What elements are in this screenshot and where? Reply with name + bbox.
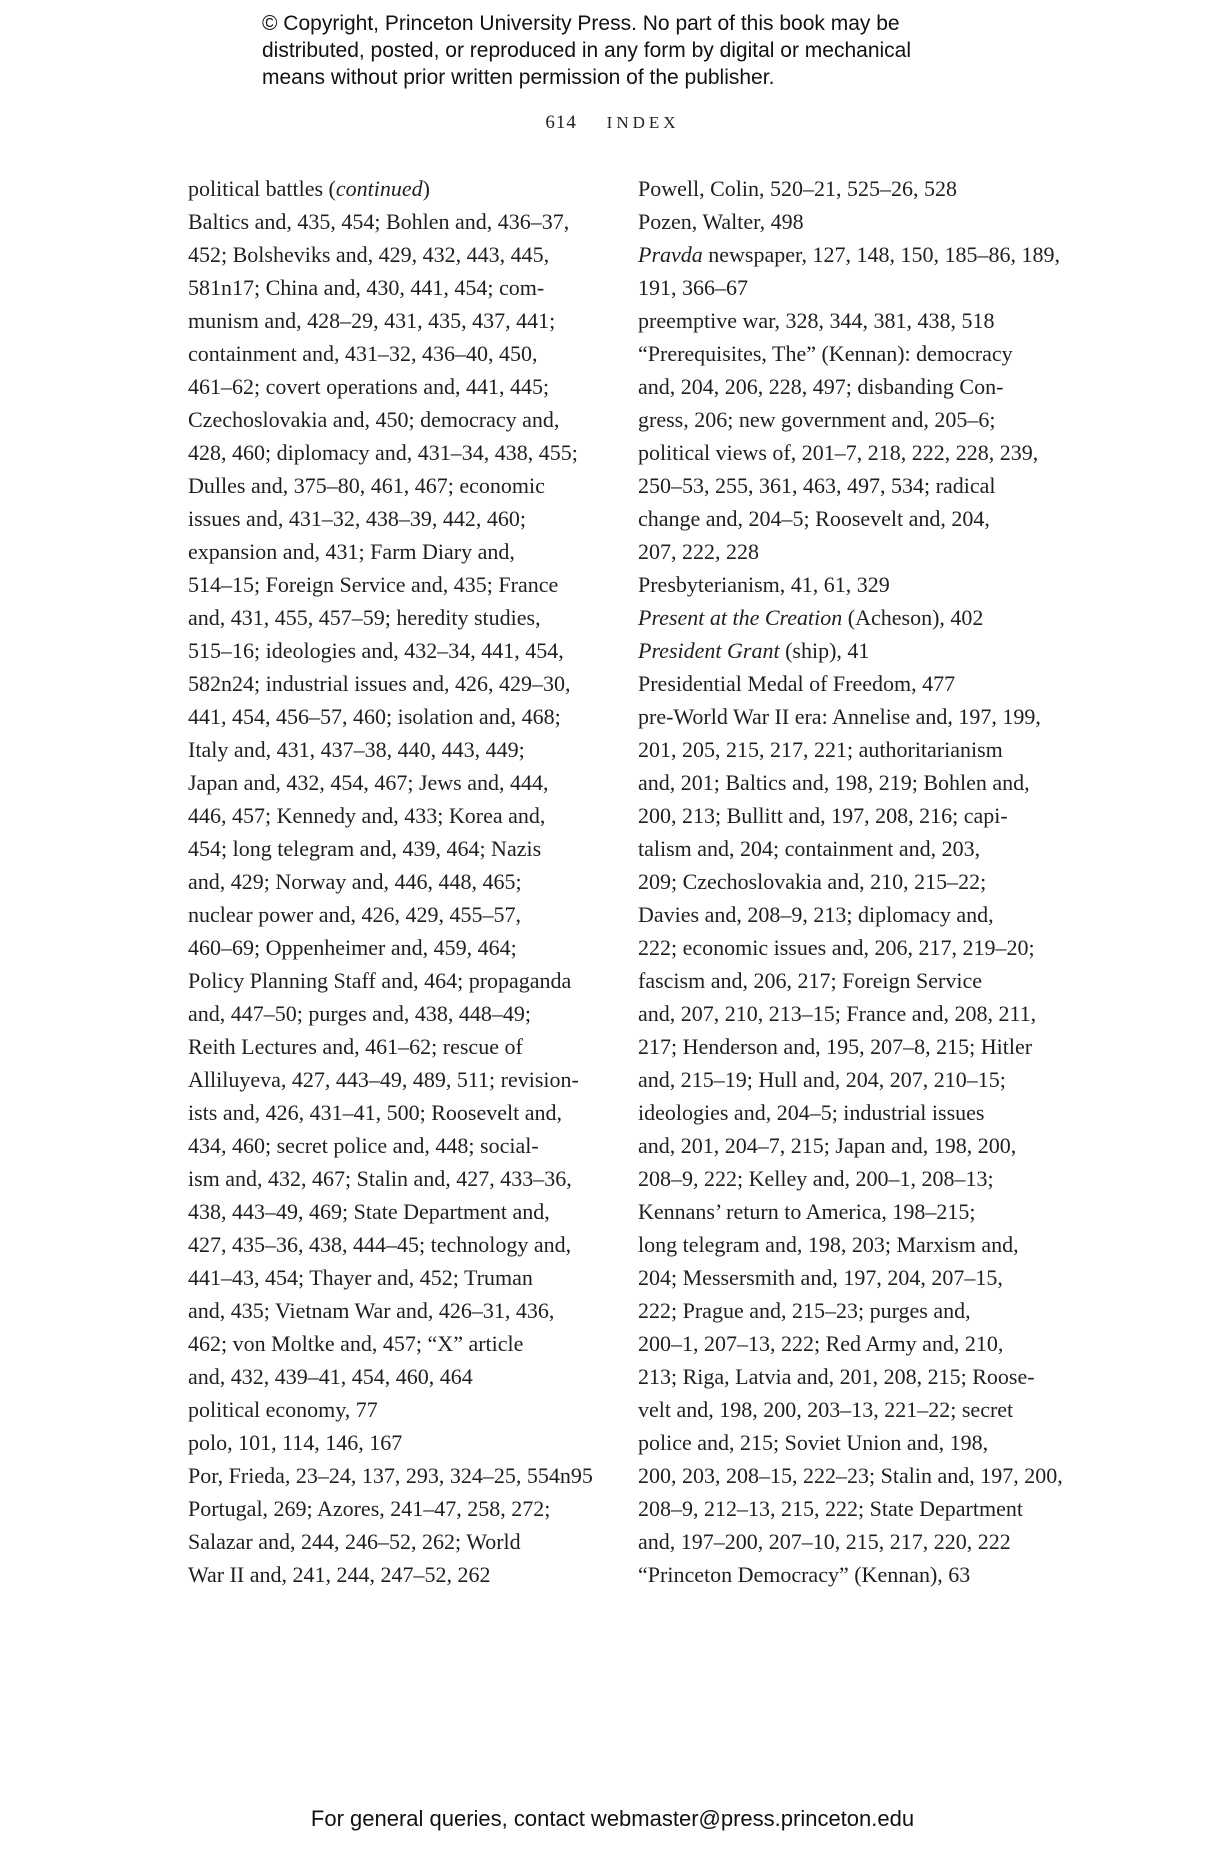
index-entry [638,337,1078,568]
index-entry-heading: Portugal, 269; Azores, 241–47, 258, 272; [188,1496,551,1521]
index-column-left [188,172,628,1591]
index-entry-subline: 427, 435–36, 438, 444–45; technology and, [188,1232,572,1257]
index-entry-subline: 250–53, 255, 361, 463, 497, 534; radical [638,473,996,498]
index-entry-subline: 209; Czechoslovakia and, 210, 215–22; [638,869,987,894]
copyright-line: distributed, posted, or reproduced in any form by digital or mechanical [262,39,912,62]
index-entry-subline: 515–16; ideologies and, 432–34, 441, 454, [188,638,564,663]
index-entry-subline: Kennans’ return to America, 198–215; [638,1199,976,1224]
index-entry-heading: Pozen, Walter, 498 [638,209,804,234]
index-entry-subline: 222; Prague and, 215–23; purges and, [638,1298,971,1323]
index-column-right [638,172,1078,1591]
copyright-notice [262,10,1022,91]
index-entry-subline: Reith Lectures and, 461–62; rescue of [188,1034,523,1059]
page-number: 614 [545,112,577,133]
index-entry [638,634,1078,667]
index-entry [638,238,1078,304]
index-entry-subline: velt and, 198, 200, 203–13, 221–22; secret [638,1397,1014,1422]
index-entry-subline: munism and, 428–29, 431, 435, 437, 441; [188,308,556,333]
index-entry [188,1426,628,1459]
index-entry-heading: political economy, 77 [188,1397,378,1422]
index-entry-subline: 438, 443–49, 469; State Department and, [188,1199,550,1224]
index-entry-subline: 200, 203, 208–15, 222–23; Stalin and, 197, 200, [638,1463,1063,1488]
index-entry-subline: ideologies and, 204–5; industrial issues [638,1100,985,1125]
index-entry-heading: Powell, Colin, 520–21, 525–26, 528 [638,176,958,201]
index-entry-subline: 434, 460; secret police and, 448; social- [188,1133,539,1158]
index-entry-subline: and, 201, 204–7, 215; Japan and, 198, 200, [638,1133,1017,1158]
index-entry-heading: preemptive war, 328, 344, 381, 438, 518 [638,308,995,333]
index-entry-subline: police and, 215; Soviet Union and, 198, [638,1430,989,1455]
index-entry-subline: talism and, 204; containment and, 203, [638,836,981,861]
index-entry-subline: expansion and, 431; Farm Diary and, [188,539,515,564]
index-entry-subline: 461–62; covert operations and, 441, 445; [188,374,550,399]
index-entry-subline: and, 432, 439–41, 454, 460, 464 [188,1364,473,1389]
index-entry-heading: Por, Frieda, 23–24, 137, 293, 324–25, 554n95 [188,1463,593,1488]
index-entry-subline: and, 207, 210, 213–15; France and, 208, 211, [638,1001,1037,1026]
index-entry-subline: ism and, 432, 467; Stalin and, 427, 433–36, [188,1166,572,1191]
index-entry-subline: 514–15; Foreign Service and, 435; France [188,572,559,597]
page-title: INDEX [606,113,680,132]
index-entry-subline: Japan and, 432, 454, 467; Jews and, 444, [188,770,549,795]
index-entry-heading: pre-World War II era: Annelise and, 197, 199, [638,704,1041,729]
index-entry-subline: change and, 204–5; Roosevelt and, 204, [638,506,990,531]
index-entry-subline: 208–9, 212–13, 215, 222; State Department [638,1496,1023,1521]
copyright-line: means without prior written permission of the publisher. [262,66,775,89]
index-entry [188,1459,628,1492]
index-entry [638,172,1078,205]
index-entry-subline: War II and, 241, 244, 247–52, 262 [188,1562,491,1587]
index-entry-subline: Italy and, 431, 437–38, 440, 443, 449; [188,737,525,762]
index-entry-subline: 191, 366–67 [638,275,748,300]
index-entry-subline: 200, 213; Bullitt and, 197, 208, 216; capi- [638,803,1008,828]
index-entry-subline: issues and, 431–32, 438–39, 442, 460; [188,506,526,531]
index-entry-subline: 428, 460; diplomacy and, 431–34, 438, 455; [188,440,578,465]
index-entry-subline: 454; long telegram and, 439, 464; Nazis [188,836,542,861]
index-entry-subline: containment and, 431–32, 436–40, 450, [188,341,538,366]
index-entry-subline: and, 215–19; Hull and, 204, 207, 210–15; [638,1067,1006,1092]
index-entry-subline: 441, 454, 456–57, 460; isolation and, 468; [188,704,561,729]
index-entry [188,1393,628,1426]
index-entry-subline: 213; Riga, Latvia and, 201, 208, 215; Roose- [638,1364,1035,1389]
index-entry [638,601,1078,634]
index-entry-heading: “Prerequisites, The” (Kennan): democracy [638,341,1013,366]
index-entry-subline: 581n17; China and, 430, 441, 454; com- [188,275,545,300]
index-entry-subline: Dulles and, 375–80, 461, 467; economic [188,473,545,498]
index-entry-subline: gress, 206; new government and, 205–6; [638,407,996,432]
index-entry-subline: and, 431, 455, 457–59; heredity studies, [188,605,541,630]
index-entry-heading: “Princeton Democracy” (Kennan), 63 [638,1562,971,1587]
index-entry [188,172,628,1393]
index-entry-subline: 200–1, 207–13, 222; Red Army and, 210, [638,1331,1004,1356]
index-entry-subline: long telegram and, 198, 203; Marxism and, [638,1232,1019,1257]
index-entry-heading: Presidential Medal of Freedom, 477 [638,671,956,696]
copyright-line: © Copyright, Princeton University Press. No part of this book may be [262,12,900,35]
index-entry-subline: Baltics and, 435, 454; Bohlen and, 436–37, [188,209,570,234]
index-entry-subline: 441–43, 454; Thayer and, 452; Truman [188,1265,533,1290]
index-entry-subline: ists and, 426, 431–41, 500; Roosevelt and, [188,1100,562,1125]
index-entry [638,1558,1078,1591]
index-entry-subline: Davies and, 208–9, 213; diplomacy and, [638,902,994,927]
index-entry-heading: Presbyterianism, 41, 61, 329 [638,572,890,597]
index-entry-subline: 462; von Moltke and, 457; “X” article [188,1331,524,1356]
index-entry-subline: and, 435; Vietnam War and, 426–31, 436, [188,1298,555,1323]
index-entry-subline: 217; Henderson and, 195, 207–8, 215; Hitler [638,1034,1033,1059]
index-entry-subline: Policy Planning Staff and, 464; propaganda [188,968,572,993]
index-entry-heading: political battles (continued) [188,176,430,201]
index-entry-subline: 201, 205, 215, 217, 221; authoritarianism [638,737,1003,762]
index-entry [638,205,1078,238]
index-entry-subline: Salazar and, 244, 246–52, 262; World [188,1529,521,1554]
index-entry [638,568,1078,601]
index-entry [638,304,1078,337]
index-entry-subline: 208–9, 222; Kelley and, 200–1, 208–13; [638,1166,994,1191]
index-entry-subline: and, 204, 206, 228, 497; disbanding Con- [638,374,1004,399]
index-entry-subline: 446, 457; Kennedy and, 433; Korea and, [188,803,546,828]
index-entry-subline: 207, 222, 228 [638,539,759,564]
index-entry-subline: nuclear power and, 426, 429, 455–57, [188,902,521,927]
index-entry-subline: 222; economic issues and, 206, 217, 219–20; [638,935,1035,960]
index-entry [638,667,1078,700]
index-entry-subline: and, 197–200, 207–10, 215, 217, 220, 222 [638,1529,1011,1554]
index-entry-subline: Czechoslovakia and, 450; democracy and, [188,407,560,432]
index-entry-heading: President Grant (ship), 41 [638,638,870,663]
index-entry-subline: and, 201; Baltics and, 198, 219; Bohlen and, [638,770,1030,795]
running-head [0,112,1225,134]
index-entry-subline: political views of, 201–7, 218, 222, 228, 239, [638,440,1039,465]
footer-contact: For general queries, contact webmaster@press.princeton.edu [310,1806,915,1831]
index-entry [188,1492,628,1591]
index-entry-subline: Alliluyeva, 427, 443–49, 489, 511; revision- [188,1067,579,1092]
index-entry [638,700,1078,1558]
index-entry-heading: polo, 101, 114, 146, 167 [188,1430,403,1455]
index-entry-subline: and, 429; Norway and, 446, 448, 465; [188,869,522,894]
index-entry-subline: 582n24; industrial issues and, 426, 429–30, [188,671,571,696]
index-entry-subline: fascism and, 206, 217; Foreign Service [638,968,982,993]
index-entry-subline: 460–69; Oppenheimer and, 459, 464; [188,935,517,960]
index-entry-subline: 204; Messersmith and, 197, 204, 207–15, [638,1265,1003,1290]
index-entry-heading: Present at the Creation (Acheson), 402 [638,605,984,630]
index-entry-heading: Pravda newspaper, 127, 148, 150, 185–86, 189, [638,242,1060,267]
index-entry-subline: and, 447–50; purges and, 438, 448–49; [188,1001,532,1026]
index-entry-subline: 452; Bolsheviks and, 429, 432, 443, 445, [188,242,550,267]
